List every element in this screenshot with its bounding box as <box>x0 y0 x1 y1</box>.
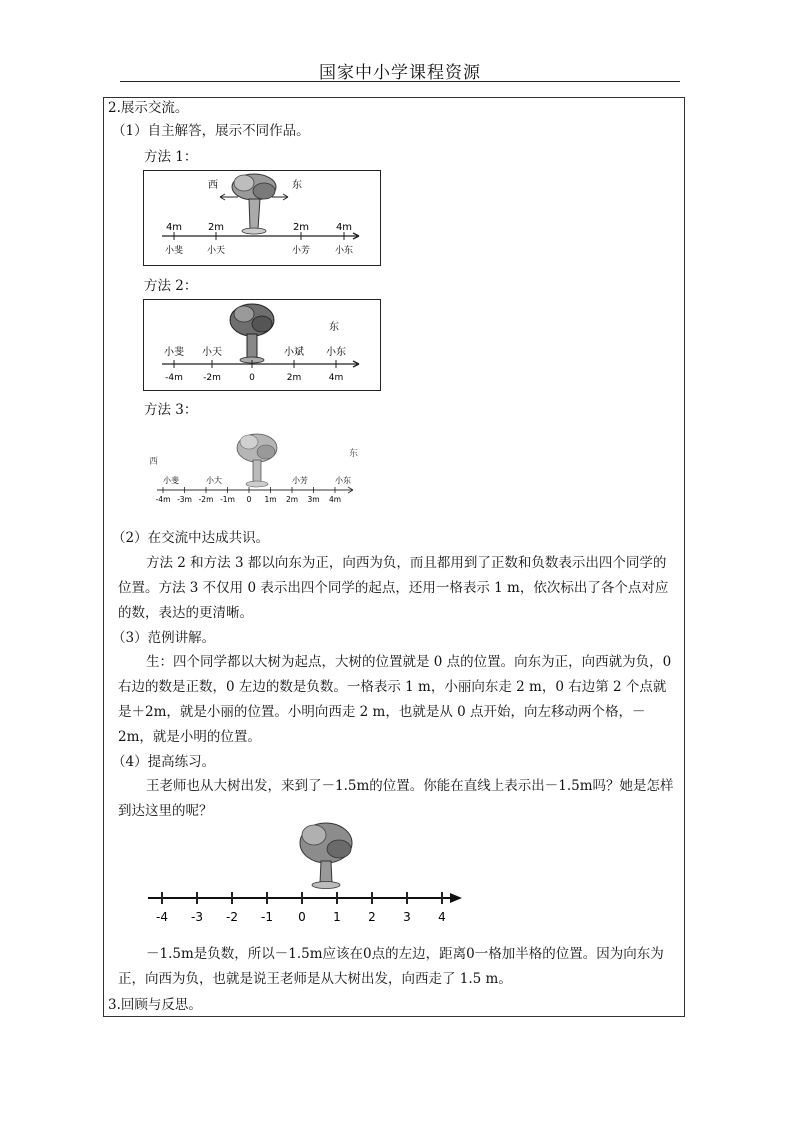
student-name: 小天 <box>202 347 222 358</box>
distance-label: 2m <box>207 222 225 233</box>
position-value: 4m <box>328 373 344 383</box>
step-1-heading: （1）自主解答，展示不同作品。 <box>112 123 310 139</box>
student-name: 小斐 <box>163 476 179 485</box>
tree-icon <box>230 304 274 363</box>
west-label: 西 <box>208 180 218 191</box>
position-value: 0 <box>246 495 252 504</box>
header-rule <box>120 81 680 82</box>
number-line-label: -2 <box>226 910 238 924</box>
method-1-figure <box>143 170 381 266</box>
west-label: 西 <box>149 457 159 467</box>
tree-icon <box>232 174 276 234</box>
east-label: 东 <box>292 180 302 191</box>
distance-label: 4m <box>165 222 183 233</box>
distance-label: 4m <box>335 222 353 233</box>
student-name: 小东 <box>326 347 346 358</box>
distance-label: 2m <box>292 222 310 233</box>
student-name: 小芳 <box>291 246 311 256</box>
student-name: 小斐 <box>164 246 184 256</box>
number-line-label: -4 <box>156 910 168 924</box>
practice-paragraph: 王老师也从大树出发，来到了－1.5m的位置。你能在直线上表示出－1.5m吗？她是怎样到达这里的呢？ <box>118 778 674 819</box>
number-line-label: -1 <box>261 910 273 924</box>
student-name: 小斌 <box>284 347 304 358</box>
number-line-label: 1 <box>333 910 341 924</box>
position-value: -2m <box>198 495 214 504</box>
student-name: 小芳 <box>292 476 308 485</box>
method-3-label: 方法 3： <box>144 402 198 418</box>
position-value: 2m <box>286 373 302 383</box>
practice-number-line <box>140 815 480 930</box>
method-3-drawing <box>143 428 383 510</box>
position-value: 3m <box>307 495 320 504</box>
position-value: 1m <box>264 495 277 504</box>
position-value: -1m <box>220 495 235 504</box>
number-line-label: -3 <box>191 910 203 924</box>
page-title: 国家中小学课程资源 <box>319 63 481 83</box>
position-value: -2m <box>203 373 221 383</box>
number-line-label: 2 <box>368 910 376 924</box>
tree-icon <box>300 823 352 889</box>
position-value: -3m <box>177 495 192 504</box>
section-2-heading: 2.展示交流。 <box>108 100 189 116</box>
step-2-heading: （2）在交流中达成共识。 <box>112 530 270 546</box>
student-name: 小大 <box>206 476 222 485</box>
consensus-paragraph: 方法 2 和方法 3 都以向东为正，向西为负，而且都用到了正数和负数表示出四个同学的位置。方法 3 不仅用 0 表示出四个同学的起点，还用一格表示 1 m，依次标出了各个点对应的数，表达的更清晰。 <box>118 555 669 621</box>
position-value: -4m <box>165 373 183 383</box>
number-line-label: 3 <box>403 910 411 924</box>
position-value: 0 <box>249 373 255 383</box>
example-paragraph: 生：四个同学都以大树为起点，大树的位置就是 0 点的位置。向东为正，向西就为负，0 右边的数是正数，0 左边的数是负数。一格表示 1 m，小丽向东走 2 m，0 右边第 2 个点就是＋2m，就是小丽的位置。小明向西走 2 m，也就是从 0 点开始，向左移动两个格，－2m，就是小明的位置。 <box>118 654 672 745</box>
student-name: 小斐 <box>164 347 184 358</box>
position-value: 2m <box>285 495 299 504</box>
method-1-drawing <box>144 171 379 264</box>
student-name: 小东 <box>334 246 354 256</box>
tree-icon <box>237 434 277 487</box>
answer-paragraph: －1.5m是负数，所以－1.5m应该在0点的左边，距离0一格加半格的位置。因为向东为正，向西为负，也就是说王老师是从大树出发，向西走了 1.5 m。 <box>118 946 664 987</box>
student-name: 小东 <box>335 476 351 485</box>
method-2-label: 方法 2： <box>144 278 198 294</box>
method-1-label: 方法 1： <box>144 149 198 165</box>
step-3-heading: （3）范例讲解。 <box>112 630 216 646</box>
position-value: -4m <box>155 495 171 504</box>
step-4-heading: （4）提高练习。 <box>112 754 216 770</box>
number-line-label: 4 <box>438 910 446 924</box>
section-3-heading: 3.回顾与反思。 <box>108 997 202 1013</box>
student-name: 小天 <box>206 246 226 256</box>
position-value: 4m <box>328 495 342 504</box>
east-label: 东 <box>329 322 339 333</box>
number-line-label: 0 <box>298 910 306 924</box>
method-2-figure <box>143 299 381 391</box>
method-2-drawing <box>144 300 379 389</box>
east-label: 东 <box>349 449 359 459</box>
